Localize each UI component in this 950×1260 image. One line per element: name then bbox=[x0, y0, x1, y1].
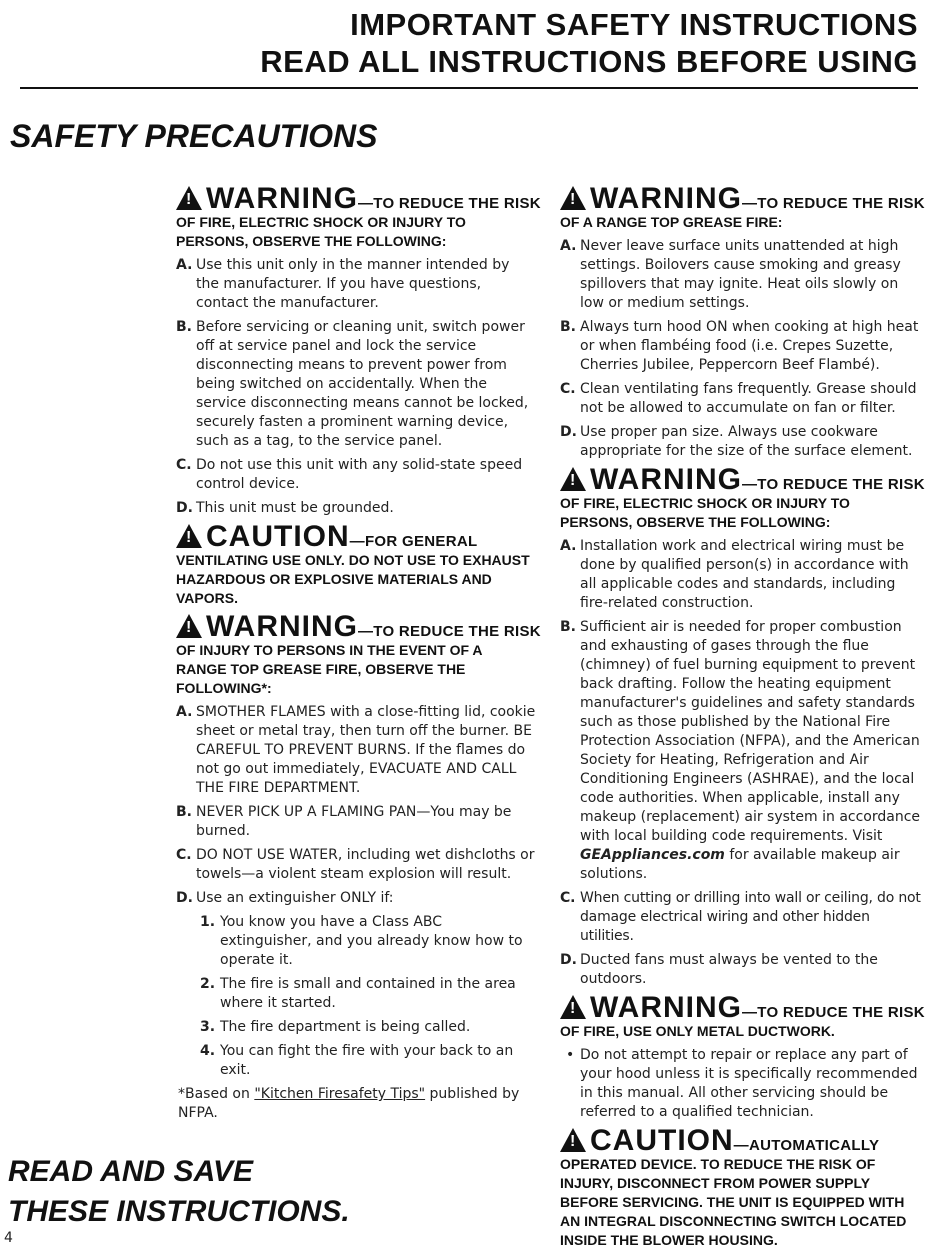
list-item: D. This unit must be grounded. bbox=[176, 500, 394, 516]
list-item: A. Installation work and electrical wiring must be done by qualified person(s) in accordance with all applicable codes and standards, including fire-related construction. bbox=[560, 538, 909, 611]
list-item: D. Use proper pan size. Always use cookware appropriate for the size of the surface element. bbox=[560, 424, 913, 459]
list-item: C. Do not use this unit with any solid-state speed control device. bbox=[176, 457, 523, 492]
warning-title-3: !WARNING—TO REDUCE THE RISK bbox=[560, 186, 922, 213]
caution-title-2: !CAUTION—AUTOMATICALLY bbox=[560, 1128, 922, 1155]
warning-subtitle-1: OF FIRE, ELECTRIC SHOCK OR INJURY TO PERSONS, OBSERVE THE FOLLOWING: bbox=[176, 214, 466, 249]
page-number: 4 bbox=[4, 1230, 13, 1246]
section-title: SAFETY PRECAUTIONS bbox=[10, 118, 378, 154]
list-item: A. Use this unit only in the manner intended by the manufacturer. If you have questions, contact the manufacturer. bbox=[176, 257, 510, 311]
page-header bbox=[260, 6, 918, 80]
list-item: B. Always turn hood ON when cooking at high heat or when flambéing food (i.e. Crepes Suzette, Cherries Jubilee, Peppercorn Beef Flambé). bbox=[560, 319, 919, 373]
left-column bbox=[176, 180, 541, 1123]
caution-subtitle-1: VENTILATING USE ONLY. DO NOT USE TO EXHAUST HAZARDOUS OR EXPLOSIVE MATERIALS AND VAPORS. bbox=[176, 552, 530, 606]
footnote: *Based on "Kitchen Firesafety Tips" published by NFPA. bbox=[178, 1086, 520, 1121]
save-line-1: READ AND SAVE bbox=[8, 1155, 254, 1188]
warning-title-4: !WARNING—TO REDUCE THE RISK bbox=[560, 467, 922, 494]
warning-subtitle-5: OF FIRE, USE ONLY METAL DUCTWORK. bbox=[560, 1023, 835, 1039]
warning-title-2: !WARNING—TO REDUCE THE RISK bbox=[176, 614, 536, 641]
list-item: A. SMOTHER FLAMES with a close-fitting lid, cookie sheet or metal tray, then turn off the burner. BE CAREFUL TO PREVENT BURNS. If the flames do not go out immediately, EVACUATE AND CALL THE FIRE DEPARTMENT. bbox=[176, 704, 536, 796]
firesafety-tips-link[interactable]: "Kitchen Firesafety Tips" bbox=[254, 1086, 426, 1102]
geappliances-link[interactable]: GEAppliances.com bbox=[580, 847, 725, 863]
list-item: B. Sufficient air is needed for proper combustion and exhausting of gases through the flue (chimney) of fuel burning equipment to prevent back drafting. Follow the heating equipment manufacturer's guidelines and safety standards such as those published by the National Fire Protection Association (NFPA), and the American Society for Heating, Refrigeration and Air Conditioning Engineers (ASHRAE), and the local code authorities. When applicable, install any makeup (replacement) air system in accordance with local building code requirements. Visit GEAppliances.com for available makeup air solutions. bbox=[560, 619, 921, 882]
caution-title-1: !CAUTION—FOR GENERAL bbox=[176, 524, 536, 551]
warning-subtitle-2: OF INJURY TO PERSONS IN THE EVENT OF A RANGE TOP GREASE FIRE, OBSERVE THE FOLLOWING*: bbox=[176, 642, 482, 696]
bullet-item: • Do not attempt to repair or replace any part of your hood unless it is specifically recommended in this manual. All other servicing should be referred to a qualified technician. bbox=[566, 1047, 918, 1120]
warning-title-5: !WARNING—TO REDUCE THE RISK bbox=[560, 995, 922, 1022]
right-column bbox=[560, 180, 925, 1255]
read-and-save-banner bbox=[8, 1152, 350, 1232]
save-line-2: THESE INSTRUCTIONS. bbox=[8, 1195, 350, 1228]
header-divider bbox=[20, 87, 918, 89]
sub-list-item: 2. The fire is small and contained in the area where it started. bbox=[200, 976, 516, 1011]
warning-subtitle-4: OF FIRE, ELECTRIC SHOCK OR INJURY TO PERSONS, OBSERVE THE FOLLOWING: bbox=[560, 495, 850, 530]
header-line-1: IMPORTANT SAFETY INSTRUCTIONS bbox=[350, 7, 918, 42]
warning-triangle-icon bbox=[560, 186, 586, 210]
caution-triangle-icon bbox=[560, 1128, 586, 1152]
warning-triangle-icon bbox=[560, 467, 586, 491]
sub-list-item: 4. You can fight the fire with your back to an exit. bbox=[200, 1043, 514, 1078]
list-item: C. When cutting or drilling into wall or ceiling, do not damage electrical wiring and other hidden utilities. bbox=[560, 890, 921, 944]
sub-list-item: 3. The fire department is being called. bbox=[200, 1019, 471, 1035]
list-item: D. Ducted fans must always be vented to the outdoors. bbox=[560, 952, 878, 987]
list-item: B. Before servicing or cleaning unit, switch power off at service panel and lock the service disconnecting means to prevent power from being switched on accidentally. When the service disconnecting means cannot be locked, securely fasten a prominent warning device, such as a tag, to the service panel. bbox=[176, 319, 529, 449]
caution-triangle-icon bbox=[176, 524, 202, 548]
caution-subtitle-2: OPERATED DEVICE. TO REDUCE THE RISK OF INJURY, DISCONNECT FROM POWER SUPPLY BEFORE SERVICING. THE UNIT IS EQUIPPED WITH AN INTEGRAL DISCONNECTING SWITCH LOCATED INSIDE THE BLOWER HOUSING. bbox=[560, 1156, 907, 1248]
list-item: D. Use an extinguisher ONLY if: bbox=[176, 890, 394, 906]
header-line-2: READ ALL INSTRUCTIONS BEFORE USING bbox=[260, 44, 918, 79]
warning-title-1: !WARNING—TO REDUCE THE RISK bbox=[176, 186, 536, 213]
warning-triangle-icon bbox=[176, 186, 202, 210]
warning-triangle-icon bbox=[176, 614, 202, 638]
list-item: C. DO NOT USE WATER, including wet dishcloths or towels—a violent steam explosion will result. bbox=[176, 847, 535, 882]
warning-triangle-icon bbox=[560, 995, 586, 1019]
warning-subtitle-3: OF A RANGE TOP GREASE FIRE: bbox=[560, 214, 783, 230]
list-item: B. NEVER PICK UP A FLAMING PAN—You may be burned. bbox=[176, 804, 512, 839]
sub-list-item: 1. You know you have a Class ABC extinguisher, and you already know how to operate it. bbox=[200, 914, 523, 968]
list-item: C. Clean ventilating fans frequently. Grease should not be allowed to accumulate on fan or filter. bbox=[560, 381, 917, 416]
bullet-icon: • bbox=[566, 1047, 575, 1063]
list-item: A. Never leave surface units unattended at high settings. Boilovers cause smoking and greasy spillovers that may ignite. Heat oils slowly on low or medium settings. bbox=[560, 238, 901, 311]
